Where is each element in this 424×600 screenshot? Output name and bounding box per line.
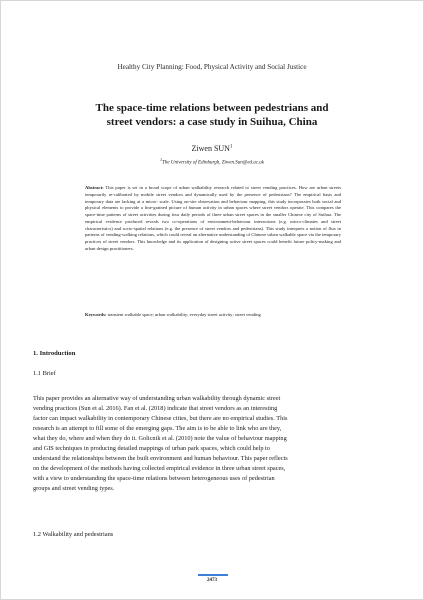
author-affiliation (1, 157, 423, 166)
abstract-line: reveals two co-operations of environment-behaviour interactions (e.g. micro-climates and street (145, 218, 341, 224)
body-line: on the development of the methods having collected empirical evidence in three urban street spaces, (33, 465, 286, 472)
abstract-line: vendors. This knowledge and its application of designing active street spaces could benefit future (119, 239, 305, 244)
abstract-line: practices. How are urban streets temporarily re-calibrated by mobile street vendors and dynamically (85, 185, 341, 197)
section-heading-introduction: 1. Introduction (33, 350, 76, 357)
subsection-heading-brief: 1.1 Brief (33, 370, 56, 377)
abstract-label: Abstract: (85, 185, 104, 190)
body-line: what they do, where and when they do it. Golicnik et al. (2010) note the value of behaviour mapping (33, 435, 287, 442)
page-link-mark (198, 574, 228, 576)
abstract-line: scale. Using on-site observation and behaviour mapping, this study incorporates both social and (159, 198, 341, 204)
abstract (85, 185, 341, 253)
paper-title-line-2: street vendors: a case study in Suihua, China (106, 116, 318, 128)
conference-title: Healthy City Planning: Food, Physical Activity and Social Justice (117, 63, 307, 71)
abstract-line: used by the presence of pedestrians? The empirical basis and temporary data are lacking at a micro- (85, 191, 341, 204)
affiliation-text: The University of Edinburgh, Ziwen.Sun@ed.ac.uk (162, 160, 264, 166)
author-sup: 1 (229, 144, 233, 150)
affiliation-sup: 1 (160, 157, 163, 162)
paper-title (71, 101, 353, 129)
abstract-line: physical elements to provide a fine-grained picture of human activity in urban spaces where street (85, 205, 273, 211)
keywords (85, 312, 341, 319)
paper-title-line-1: The space-time relations between pedestrians and (95, 102, 329, 114)
body-line: with a view to understanding the space-time relations between heterogeneous uses of pedestrian (33, 475, 275, 482)
keywords-text: transient walkable space; urban walkability; everyday street activity; street vending (107, 312, 261, 317)
body-line: and GIS techniques in producing detailed mappings of urban park spaces, which could help to (33, 445, 270, 452)
abstract-line: This paper is set in a broad scope of urban walkability research related to street vending (105, 185, 278, 190)
abstract-line: vendors operate. This compares the space-time patterns of street activities during four daily periods (85, 205, 341, 217)
page-number: 2473 (207, 578, 217, 583)
body-line: vending practices (Sun et al. 2016). Fan et al. (2018) indicate that street vendors as an interesting (33, 405, 278, 412)
abstract-line: of three urban street spaces in the smaller Chinese city of Suihua. The empirical evidence produced (85, 212, 342, 224)
abstract-line: policy-making and urban design practitioners. (85, 239, 341, 251)
body-line: understand the relationships between the built environment and human behaviour. This paper reflects (33, 455, 288, 462)
body-line: factor can impact walkability in contemporary Chinese cities, but there are no empirical studies. This (33, 415, 288, 422)
author-name (1, 144, 423, 153)
abstract-line: study interprets a notion of flux in patterns of vending-walking relations, which could reveal an (85, 225, 341, 238)
subsection-heading-walkability: 1.2 Walkability and pedestrians (33, 531, 114, 538)
body-paragraph (33, 394, 393, 494)
abstract-line: characteristics) and socio-spatial relations (e.g. the presence of street vendors and pedestrians). This (85, 225, 274, 231)
body-line: groups and street vending types. (33, 485, 115, 492)
author-text: Ziwen SUN (191, 144, 230, 153)
body-line: research is an attempt to fill some of the emerging gaps. The aim is to be able to link who are they, (33, 425, 282, 432)
keywords-label: Keywords: (85, 312, 107, 317)
abstract-line: alternative understanding of Chinese urban walkable space via the temporary practices of street (85, 232, 341, 244)
body-line: This paper provides an alternative way of understanding urban walkability through dynamic street (33, 395, 281, 402)
